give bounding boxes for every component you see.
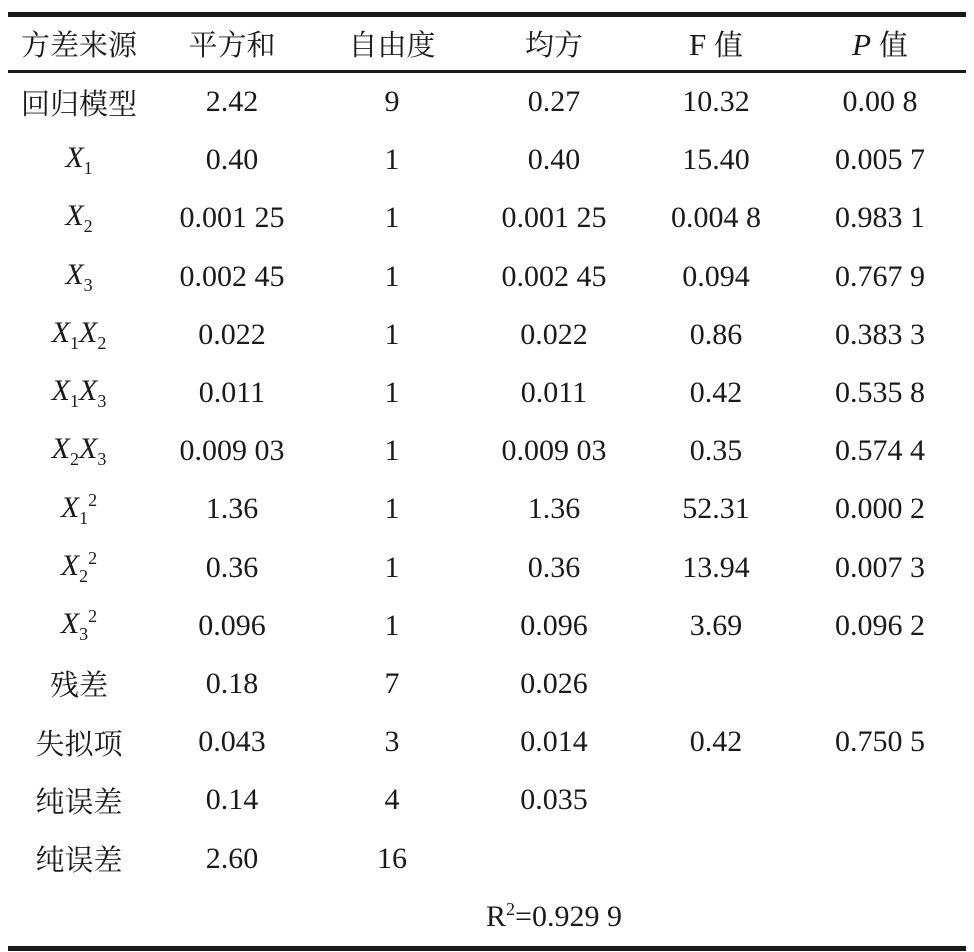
empty-cell bbox=[794, 888, 966, 946]
row-source bbox=[8, 189, 150, 247]
row-source bbox=[8, 248, 150, 306]
row-p bbox=[794, 655, 966, 713]
row-ss: 0.022 bbox=[198, 317, 266, 351]
row-source bbox=[8, 306, 150, 364]
var-letter-2: X bbox=[79, 432, 98, 466]
var-subscript: 3 bbox=[79, 624, 89, 645]
var-subscript: 1 bbox=[83, 158, 93, 179]
r-value: =0.929 9 bbox=[515, 900, 622, 934]
row-source bbox=[8, 597, 150, 655]
empty-cell bbox=[638, 888, 794, 946]
row-ss: 0.14 bbox=[205, 783, 259, 817]
var-superscript: 2 bbox=[88, 606, 98, 627]
anova-table-container bbox=[8, 12, 966, 951]
row-ms bbox=[470, 829, 638, 887]
row-ms: 0.096 bbox=[520, 608, 588, 642]
row-df: 1 bbox=[384, 317, 400, 351]
row-df: 1 bbox=[384, 376, 400, 410]
table-row bbox=[8, 539, 966, 597]
row-ms: 0.026 bbox=[520, 666, 588, 700]
anova-table-body bbox=[8, 73, 966, 946]
table-row bbox=[8, 364, 966, 422]
row-ms: 0.022 bbox=[520, 317, 588, 351]
row-ms: 0.36 bbox=[527, 550, 581, 584]
row-df: 1 bbox=[384, 259, 400, 293]
row-ms: 0.27 bbox=[527, 85, 581, 119]
r-letter: R bbox=[486, 900, 507, 934]
var-letter: X bbox=[60, 607, 80, 641]
header-f-suffix: 值 bbox=[713, 28, 743, 62]
row-p bbox=[794, 771, 966, 829]
table-row bbox=[8, 597, 966, 655]
row-p: 0.007 3 bbox=[835, 550, 925, 584]
row-p: 0.983 1 bbox=[835, 201, 925, 235]
var-letter: X bbox=[51, 374, 70, 408]
row-f: 0.42 bbox=[689, 376, 743, 410]
table-row bbox=[8, 829, 966, 887]
row-f bbox=[638, 655, 794, 713]
header-row bbox=[8, 17, 966, 70]
anova-table bbox=[8, 17, 966, 70]
row-ss: 0.011 bbox=[198, 376, 266, 410]
row-df: 3 bbox=[384, 725, 400, 759]
table-row bbox=[8, 480, 966, 538]
row-df: 16 bbox=[377, 841, 407, 875]
header-source: 方差来源 bbox=[20, 28, 137, 62]
row-ms: 0.002 45 bbox=[501, 259, 607, 293]
var-subscript: 1 bbox=[70, 332, 79, 353]
table-row bbox=[8, 306, 966, 364]
row-f: 0.86 bbox=[689, 317, 743, 351]
table-bottom-rule bbox=[8, 946, 966, 951]
row-df: 9 bbox=[384, 85, 400, 119]
var-letter: X bbox=[65, 141, 84, 175]
row-p: 0.383 3 bbox=[835, 317, 925, 351]
row-df: 1 bbox=[384, 143, 400, 177]
row-ms: 0.009 03 bbox=[501, 434, 607, 468]
row-f: 52.31 bbox=[682, 492, 750, 526]
row-p: 0.767 9 bbox=[835, 259, 925, 293]
row-df: 7 bbox=[384, 666, 400, 700]
row-ms: 1.36 bbox=[527, 492, 581, 526]
row-f: 10.32 bbox=[682, 85, 750, 119]
var-subscript: 1 bbox=[70, 391, 79, 412]
table-row bbox=[8, 248, 966, 306]
row-ss: 0.18 bbox=[205, 666, 259, 700]
r-squared-value bbox=[470, 888, 638, 946]
row-ss: 0.40 bbox=[205, 143, 259, 177]
row-ms: 0.014 bbox=[520, 725, 588, 759]
row-p: 0.005 7 bbox=[835, 143, 925, 177]
row-ms: 0.011 bbox=[520, 376, 588, 410]
table-row bbox=[8, 655, 966, 713]
row-source: 失拟项 bbox=[35, 726, 123, 761]
row-df: 1 bbox=[384, 492, 400, 526]
row-df: 1 bbox=[384, 608, 400, 642]
row-p bbox=[794, 829, 966, 887]
row-ss: 0.009 03 bbox=[179, 434, 285, 468]
row-ss: 2.60 bbox=[205, 841, 259, 875]
table-body bbox=[8, 73, 966, 946]
row-ss: 2.42 bbox=[205, 85, 259, 119]
var-letter: X bbox=[65, 257, 84, 291]
header-degrees-of-freedom: 自由度 bbox=[348, 28, 436, 62]
table-header bbox=[8, 17, 966, 70]
row-df: 1 bbox=[384, 434, 400, 468]
row-source bbox=[8, 131, 150, 189]
r-squared-row bbox=[8, 888, 966, 946]
var-superscript: 2 bbox=[88, 548, 98, 569]
row-ss: 0.001 25 bbox=[179, 201, 285, 235]
row-f bbox=[638, 829, 794, 887]
empty-cell bbox=[150, 888, 314, 946]
row-df: 1 bbox=[384, 201, 400, 235]
var-subscript: 2 bbox=[70, 449, 79, 470]
r-superscript: 2 bbox=[506, 899, 516, 920]
table-row bbox=[8, 713, 966, 771]
table-row bbox=[8, 131, 966, 189]
var-letter-2: X bbox=[79, 315, 98, 349]
row-ms: 0.40 bbox=[527, 143, 581, 177]
var-subscript: 1 bbox=[79, 507, 89, 528]
var-subscript-2: 3 bbox=[97, 449, 107, 470]
row-ss: 0.36 bbox=[205, 550, 259, 584]
table-row bbox=[8, 771, 966, 829]
row-p: 0.00 8 bbox=[842, 85, 918, 119]
var-letter: X bbox=[51, 315, 70, 349]
empty-cell bbox=[314, 888, 470, 946]
row-f: 0.35 bbox=[689, 434, 743, 468]
var-letter-2: X bbox=[79, 374, 98, 408]
header-sum-of-squares: 平方和 bbox=[188, 28, 276, 62]
row-f: 0.094 bbox=[682, 259, 750, 293]
row-source bbox=[8, 364, 150, 422]
var-letter: X bbox=[60, 549, 80, 583]
row-p: 0.096 2 bbox=[835, 608, 925, 642]
row-ss: 0.002 45 bbox=[179, 259, 285, 293]
row-source: 纯误差 bbox=[35, 784, 123, 819]
row-source bbox=[8, 480, 150, 538]
header-mean-square: 均方 bbox=[524, 28, 583, 62]
row-ss: 0.043 bbox=[198, 725, 266, 759]
row-source: 回归模型 bbox=[20, 86, 137, 121]
row-f: 15.40 bbox=[682, 143, 750, 177]
row-ss: 0.096 bbox=[198, 608, 266, 642]
row-p: 0.574 4 bbox=[835, 434, 925, 468]
row-source bbox=[8, 422, 150, 480]
empty-cell bbox=[8, 888, 150, 946]
row-ms: 0.001 25 bbox=[501, 201, 607, 235]
var-subscript: 2 bbox=[79, 566, 89, 587]
row-f: 0.004 8 bbox=[671, 201, 761, 235]
var-letter: X bbox=[65, 199, 84, 233]
row-source: 残差 bbox=[49, 668, 108, 703]
var-letter: X bbox=[51, 432, 70, 466]
var-subscript: 2 bbox=[83, 216, 93, 237]
header-p-value bbox=[794, 17, 966, 70]
row-ss: 1.36 bbox=[205, 492, 259, 526]
header-p-suffix: 值 bbox=[878, 28, 908, 62]
row-p: 0.535 8 bbox=[835, 376, 925, 410]
row-f: 13.94 bbox=[682, 550, 750, 584]
row-p: 0.000 2 bbox=[835, 492, 925, 526]
table-row bbox=[8, 189, 966, 247]
header-p-letter: P bbox=[852, 27, 872, 62]
table-row bbox=[8, 422, 966, 480]
row-source bbox=[8, 539, 150, 597]
var-subscript-2: 3 bbox=[97, 391, 107, 412]
var-subscript: 3 bbox=[83, 274, 93, 295]
table-row bbox=[8, 73, 966, 131]
header-f-value bbox=[638, 17, 794, 70]
row-f: 3.69 bbox=[689, 608, 743, 642]
row-df: 1 bbox=[384, 550, 400, 584]
header-f-letter: F bbox=[688, 27, 707, 62]
var-letter: X bbox=[60, 490, 80, 524]
var-subscript-2: 2 bbox=[97, 332, 107, 353]
row-f: 0.42 bbox=[689, 725, 743, 759]
row-ms: 0.035 bbox=[520, 783, 588, 817]
row-source: 纯误差 bbox=[35, 843, 123, 878]
row-p: 0.750 5 bbox=[835, 725, 925, 759]
row-df: 4 bbox=[384, 783, 400, 817]
row-f bbox=[638, 771, 794, 829]
var-superscript: 2 bbox=[88, 489, 98, 510]
